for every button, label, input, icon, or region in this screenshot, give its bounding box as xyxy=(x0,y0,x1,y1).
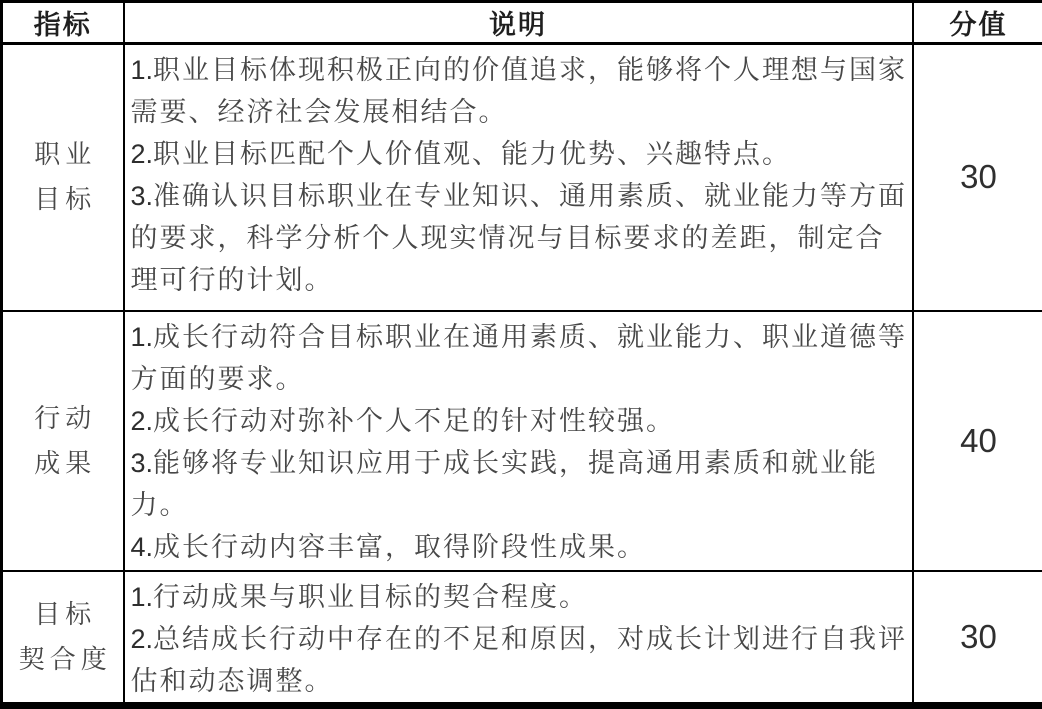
score-value: 30 xyxy=(913,571,1042,706)
header-description: 说明 xyxy=(124,2,913,44)
table-header xyxy=(2,2,1042,44)
header-row xyxy=(2,2,1042,44)
description-item xyxy=(131,576,908,618)
table-row xyxy=(2,311,1042,571)
item-number: 1. xyxy=(131,582,154,612)
item-number: 4. xyxy=(131,532,154,562)
description-cell xyxy=(124,311,913,571)
item-text: 能够将专业知识应用于成长实践，提高通用素质和就业能力。 xyxy=(131,448,879,520)
score-value: 30 xyxy=(913,44,1042,311)
item-number: 2. xyxy=(131,624,154,654)
item-number: 1. xyxy=(131,55,154,85)
description-item xyxy=(131,49,908,133)
item-text: 成长行动对弥补个人不足的针对性较强。 xyxy=(153,406,675,436)
indicator-label: 契合度 xyxy=(3,637,123,682)
header-score: 分值 xyxy=(913,2,1042,44)
item-number: 3. xyxy=(131,448,154,478)
header-indicator: 指标 xyxy=(2,2,124,44)
table-row xyxy=(2,571,1042,706)
description-item xyxy=(131,133,908,175)
indicator-cell xyxy=(2,571,124,706)
item-text: 成长行动内容丰富，取得阶段性成果。 xyxy=(153,532,646,562)
indicator-label: 职业 xyxy=(3,132,123,177)
description-cell xyxy=(124,571,913,706)
description-item xyxy=(131,618,908,702)
description-cell xyxy=(124,44,913,311)
item-text: 职业目标匹配个人价值观、能力优势、兴趣特点。 xyxy=(153,139,791,169)
description-item xyxy=(131,526,908,568)
description-item xyxy=(131,442,908,526)
item-text: 成长行动符合目标职业在通用素质、就业能力、职业道德等方面的要求。 xyxy=(131,322,908,394)
item-number: 2. xyxy=(131,406,154,436)
indicator-label: 成果 xyxy=(3,441,123,486)
item-number: 2. xyxy=(131,139,154,169)
description-item xyxy=(131,175,908,301)
item-text: 总结成长行动中存在的不足和原因，对成长计划进行自我评估和动态调整。 xyxy=(131,624,908,696)
item-text: 准确认识目标职业在专业知识、通用素质、就业能力等方面的要求，科学分析个人现实情况与目标要求的差距，制定合理可行的计划。 xyxy=(131,181,908,295)
indicator-cell xyxy=(2,44,124,311)
indicator-cell xyxy=(2,311,124,571)
description-item xyxy=(131,316,908,400)
item-number: 3. xyxy=(131,181,154,211)
item-text: 行动成果与职业目标的契合程度。 xyxy=(153,582,588,612)
table-body xyxy=(2,44,1042,706)
description-item xyxy=(131,400,908,442)
score-value: 40 xyxy=(913,311,1042,571)
indicator-label: 目标 xyxy=(3,177,123,222)
item-text: 职业目标体现积极正向的价值追求，能够将个人理想与国家需要、经济社会发展相结合。 xyxy=(131,55,908,127)
indicator-label: 目标 xyxy=(3,592,123,637)
table-row xyxy=(2,44,1042,311)
indicator-label: 行动 xyxy=(3,396,123,441)
item-number: 1. xyxy=(131,322,154,352)
